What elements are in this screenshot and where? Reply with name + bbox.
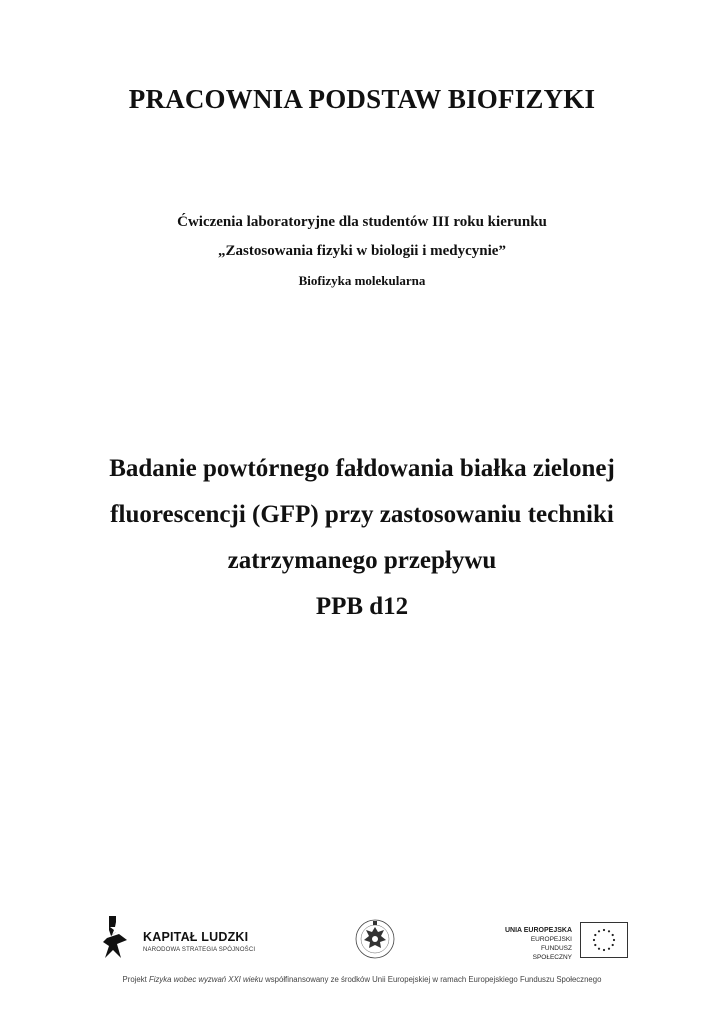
eu-line: FUNDUSZ SPOŁECZNY: [532, 945, 572, 961]
exercise-title-line: Badanie powtórnego fałdowania białka zielonej: [109, 455, 615, 482]
footer-prefix: Projekt: [122, 975, 149, 984]
course-line: Ćwiczenia laboratoryjne dla studentów III roku kierunku: [177, 214, 547, 230]
page-title: PRACOWNIA PODSTAW BIOFIZYKI: [128, 84, 596, 114]
eu-line: UNIA EUROPEJSKA: [504, 927, 572, 934]
exercise-title: [0, 446, 724, 630]
eu-line: EUROPEJSKI: [530, 936, 572, 943]
footer-project-name: Fizyka wobec wyzwań XXI wieku: [148, 975, 263, 984]
kapital-ludzki-subtitle: NARODOWA STRATEGIA SPÓJNOŚCI: [143, 947, 256, 953]
kapital-ludzki-logo: [103, 914, 256, 964]
field-of-study: „Zastosowania fizyki w biologii i medycynie”: [218, 243, 506, 259]
university-seal-icon: [354, 914, 396, 964]
kapital-ludzki-star-icon: [103, 914, 129, 962]
eu-logo: [500, 922, 630, 962]
exercise-title-line: zatrzymanego przepływu: [227, 547, 497, 574]
logo-bar: [0, 910, 724, 970]
footer-suffix: współfinansowany ze środków Unii Europejskiej w ramach Europejskiego Funduszu Społecznego: [262, 975, 602, 984]
footer-note: [0, 975, 724, 984]
exercise-code: PPB d12: [315, 593, 409, 620]
exercise-title-line: fluorescencji (GFP) przy zastosowaniu techniki: [110, 501, 614, 528]
subject-name: Biofizyka molekularna: [298, 273, 426, 288]
eu-text: [500, 926, 572, 962]
eu-flag-icon: [580, 922, 628, 958]
kapital-ludzki-name: KAPITAŁ LUDZKI: [143, 930, 249, 944]
